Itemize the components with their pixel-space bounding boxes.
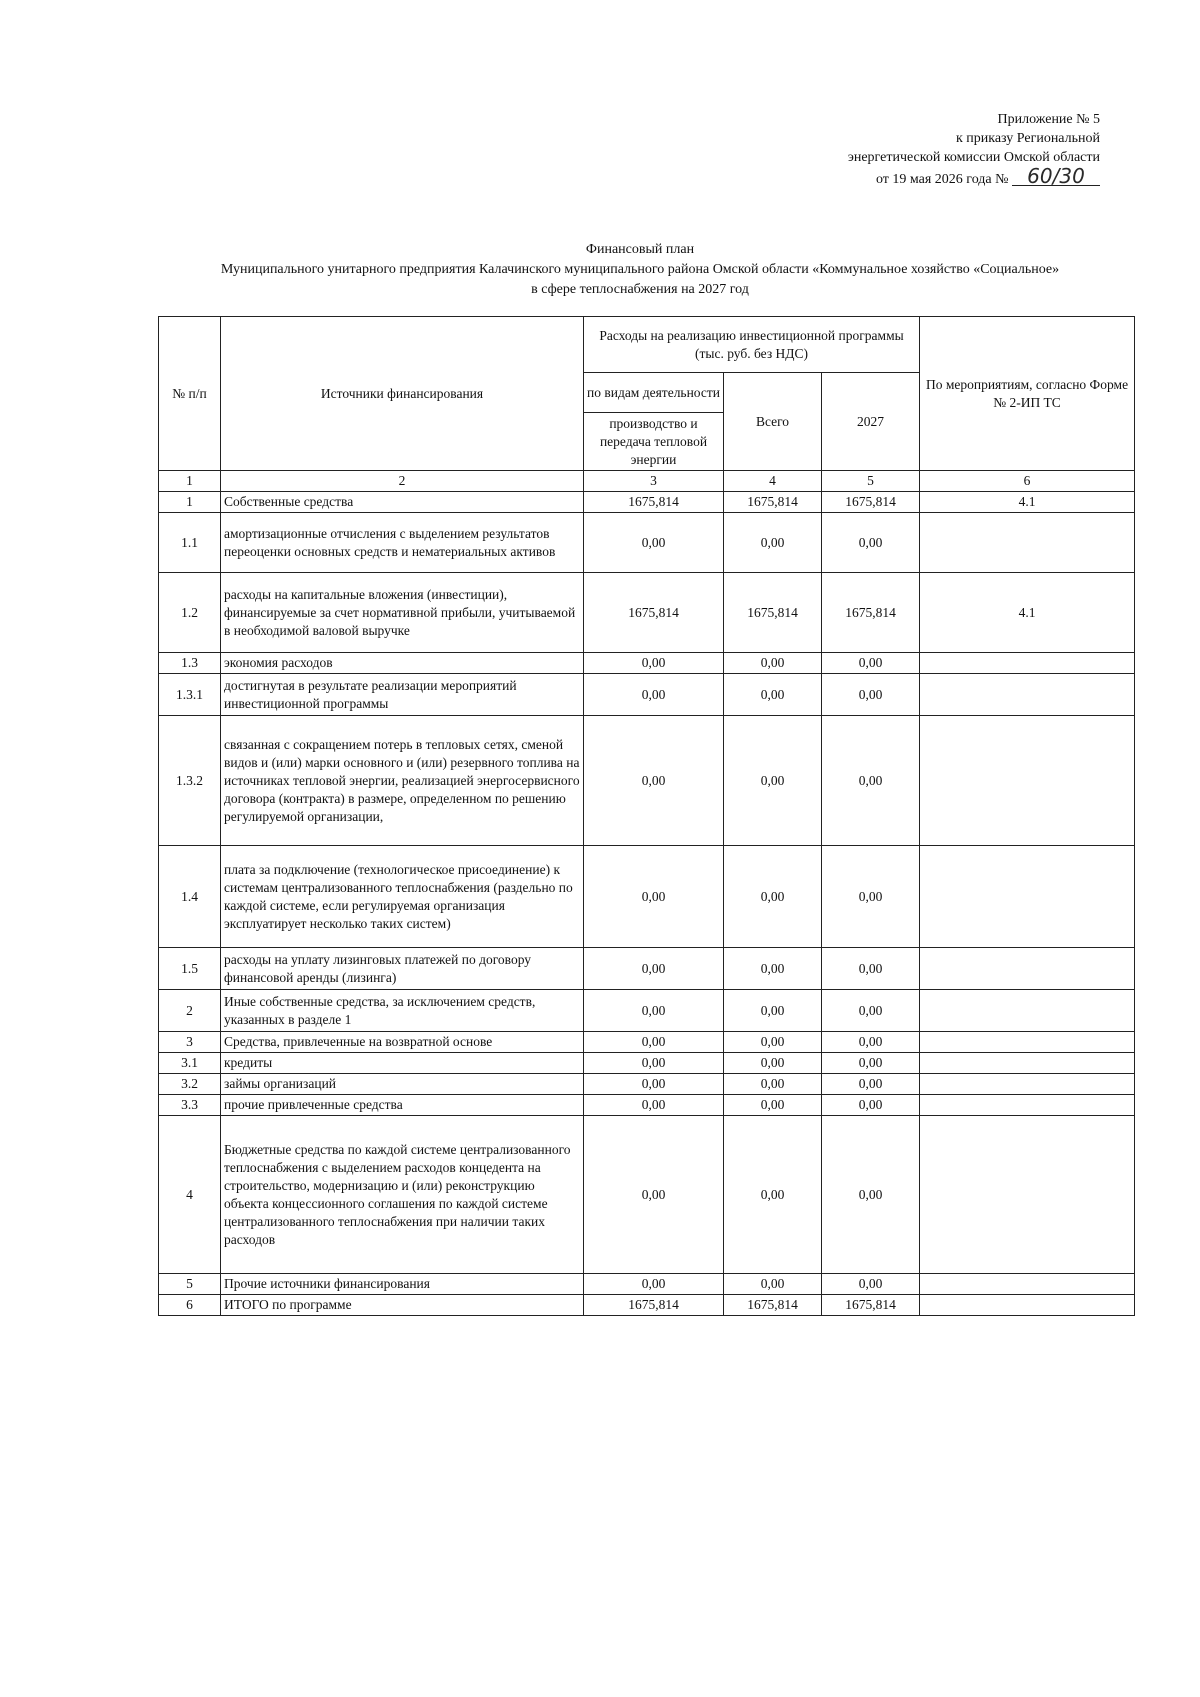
table-row <box>159 716 1135 846</box>
row-number: 1.5 <box>159 948 221 990</box>
row-number: 6 <box>159 1295 221 1316</box>
row-value-total: 0,00 <box>724 1053 822 1074</box>
row-number: 1.3.1 <box>159 674 221 716</box>
row-value-2027: 0,00 <box>822 1274 920 1295</box>
column-number: 3 <box>584 471 724 492</box>
row-measure: 4.1 <box>920 573 1135 653</box>
row-value-2027: 0,00 <box>822 513 920 573</box>
header-sources: Источники финансирования <box>221 317 584 471</box>
column-number: 4 <box>724 471 822 492</box>
row-value-total: 0,00 <box>724 674 822 716</box>
row-value-production: 0,00 <box>584 653 724 674</box>
row-source-name: Бюджетные средства по каждой системе централизованного теплоснабжения с выделением расходов концедента на строительство, модернизацию и (или) реконструкцию объекта концессионного соглашения по каждой системе централизованного теплоснабжения при наличии таких расходов <box>221 1116 584 1274</box>
row-number: 3.2 <box>159 1074 221 1095</box>
row-value-total: 1675,814 <box>724 1295 822 1316</box>
row-value-2027: 0,00 <box>822 846 920 948</box>
row-value-2027: 0,00 <box>822 948 920 990</box>
row-number: 2 <box>159 990 221 1032</box>
row-value-production: 1675,814 <box>584 573 724 653</box>
table-row <box>159 573 1135 653</box>
table-row <box>159 1095 1135 1116</box>
row-value-production: 1675,814 <box>584 492 724 513</box>
row-value-2027: 0,00 <box>822 990 920 1032</box>
column-number-row <box>159 471 1135 492</box>
order-date-line <box>680 164 1100 189</box>
row-value-total: 0,00 <box>724 1032 822 1053</box>
row-value-2027: 0,00 <box>822 1074 920 1095</box>
row-value-production: 0,00 <box>584 1053 724 1074</box>
appendix-number: Приложение № 5 <box>997 112 1100 127</box>
row-measure <box>920 1116 1135 1274</box>
header-total: Всего <box>724 373 822 471</box>
header-year: 2027 <box>822 373 920 471</box>
row-source-name: Средства, привлеченные на возвратной основе <box>221 1032 584 1053</box>
row-number: 5 <box>159 1274 221 1295</box>
row-value-2027: 1675,814 <box>822 492 920 513</box>
row-value-total: 0,00 <box>724 1274 822 1295</box>
row-source-name: прочие привлеченные средства <box>221 1095 584 1116</box>
table-row <box>159 674 1135 716</box>
row-measure <box>920 1053 1135 1074</box>
row-value-total: 0,00 <box>724 716 822 846</box>
table-row <box>159 1053 1135 1074</box>
table-row <box>159 1032 1135 1053</box>
row-measure <box>920 990 1135 1032</box>
row-measure <box>920 948 1135 990</box>
order-date: от 19 мая 2026 года № <box>875 172 1009 187</box>
row-value-production: 0,00 <box>584 846 724 948</box>
row-value-production: 0,00 <box>584 1032 724 1053</box>
row-source-name: достигнутая в результате реализации мероприятий инвестиционной программы <box>221 674 584 716</box>
row-value-total: 0,00 <box>724 1116 822 1274</box>
table-row <box>159 948 1135 990</box>
row-value-total: 1675,814 <box>724 492 822 513</box>
row-source-name: займы организаций <box>221 1074 584 1095</box>
row-value-production: 0,00 <box>584 716 724 846</box>
document-title <box>160 240 1120 300</box>
header-measures: По мероприятиям, согласно Форме № 2-ИП ТС <box>920 317 1135 471</box>
row-measure <box>920 1032 1135 1053</box>
row-value-total: 0,00 <box>724 1074 822 1095</box>
row-value-total: 0,00 <box>724 513 822 573</box>
column-number: 5 <box>822 471 920 492</box>
row-value-2027: 1675,814 <box>822 1295 920 1316</box>
row-source-name: Прочие источники финансирования <box>221 1274 584 1295</box>
row-measure <box>920 1295 1135 1316</box>
header-production: производство и передача тепловой энергии <box>584 413 724 471</box>
row-measure <box>920 1074 1135 1095</box>
row-source-name: расходы на капитальные вложения (инвестиции), финансируемые за счет нормативной прибыли, учитываемой в необходимой валовой выручке <box>221 573 584 653</box>
row-value-production: 0,00 <box>584 1274 724 1295</box>
row-measure: 4.1 <box>920 492 1135 513</box>
header-num: № п/п <box>159 317 221 471</box>
row-value-2027: 0,00 <box>822 653 920 674</box>
row-value-2027: 0,00 <box>822 716 920 846</box>
order-number-handwritten: 60/30 <box>1012 167 1100 186</box>
row-value-total: 0,00 <box>724 846 822 948</box>
row-value-total: 0,00 <box>724 1095 822 1116</box>
row-measure <box>920 1274 1135 1295</box>
table-row <box>159 846 1135 948</box>
row-value-production: 0,00 <box>584 948 724 990</box>
row-number: 1.1 <box>159 513 221 573</box>
title-line-2: Муниципального унитарного предприятия Калачинского муниципального района Омской области «Коммунальное хозяйство «Социальное» <box>220 262 1060 277</box>
header-expenses: Расходы на реализацию инвестиционной программы (тыс. руб. без НДС) <box>584 317 920 373</box>
header-by-activity: по видам деятельности <box>584 373 724 413</box>
table-row <box>159 1116 1135 1274</box>
row-value-production: 0,00 <box>584 1095 724 1116</box>
table-row <box>159 653 1135 674</box>
row-value-production: 1675,814 <box>584 1295 724 1316</box>
column-number: 1 <box>159 471 221 492</box>
row-value-total: 1675,814 <box>724 573 822 653</box>
row-number: 3.1 <box>159 1053 221 1074</box>
row-number: 1 <box>159 492 221 513</box>
row-measure <box>920 513 1135 573</box>
row-measure <box>920 846 1135 948</box>
row-value-2027: 0,00 <box>822 674 920 716</box>
row-source-name: ИТОГО по программе <box>221 1295 584 1316</box>
title-line-1: Финансовый план <box>585 242 695 257</box>
row-measure <box>920 716 1135 846</box>
row-value-production: 0,00 <box>584 1074 724 1095</box>
row-value-total: 0,00 <box>724 653 822 674</box>
row-value-2027: 0,00 <box>822 1095 920 1116</box>
table-row <box>159 513 1135 573</box>
row-source-name: связанная с сокращением потерь в тепловых сетях, сменой видов и (или) марки основного и (или) резервного топлива на источниках тепловой энергии, реализацией энергосервисного договора (контракта) в размере, определенном по решению регулируемой организации, <box>221 716 584 846</box>
row-value-2027: 0,00 <box>822 1032 920 1053</box>
row-source-name: экономия расходов <box>221 653 584 674</box>
row-measure <box>920 653 1135 674</box>
row-source-name: расходы на уплату лизинговых платежей по договору финансовой аренды (лизинга) <box>221 948 584 990</box>
row-number: 1.2 <box>159 573 221 653</box>
row-value-2027: 1675,814 <box>822 573 920 653</box>
table-row <box>159 1274 1135 1295</box>
row-value-total: 0,00 <box>724 948 822 990</box>
row-source-name: Собственные средства <box>221 492 584 513</box>
row-value-production: 0,00 <box>584 674 724 716</box>
row-value-total: 0,00 <box>724 990 822 1032</box>
row-value-production: 0,00 <box>584 990 724 1032</box>
row-measure <box>920 1095 1135 1116</box>
row-source-name: амортизационные отчисления с выделением результатов переоценки основных средств и нематериальных активов <box>221 513 584 573</box>
title-line-3: в сфере теплоснабжения на 2027 год <box>531 282 749 297</box>
column-number: 6 <box>920 471 1135 492</box>
financial-plan-table <box>158 316 1135 1316</box>
order-reference: к приказу Региональной <box>955 131 1100 146</box>
row-source-name: плата за подключение (технологическое присоединение) к системам централизованного теплоснабжения (раздельно по каждой системе, если регулируемая организация эксплуатирует несколько таких систем) <box>221 846 584 948</box>
row-number: 3 <box>159 1032 221 1053</box>
row-value-production: 0,00 <box>584 513 724 573</box>
row-number: 1.3 <box>159 653 221 674</box>
table-row <box>159 1295 1135 1316</box>
table-row <box>159 990 1135 1032</box>
row-source-name: Иные собственные средства, за исключением средств, указанных в разделе 1 <box>221 990 584 1032</box>
row-number: 1.4 <box>159 846 221 948</box>
row-number: 4 <box>159 1116 221 1274</box>
row-source-name: кредиты <box>221 1053 584 1074</box>
table-row <box>159 492 1135 513</box>
row-number: 1.3.2 <box>159 716 221 846</box>
column-number: 2 <box>221 471 584 492</box>
table-row <box>159 1074 1135 1095</box>
row-measure <box>920 674 1135 716</box>
commission-name: энергетической комиссии Омской области <box>847 150 1100 165</box>
row-number: 3.3 <box>159 1095 221 1116</box>
row-value-2027: 0,00 <box>822 1053 920 1074</box>
row-value-2027: 0,00 <box>822 1116 920 1274</box>
appendix-header <box>680 110 1100 189</box>
row-value-production: 0,00 <box>584 1116 724 1274</box>
